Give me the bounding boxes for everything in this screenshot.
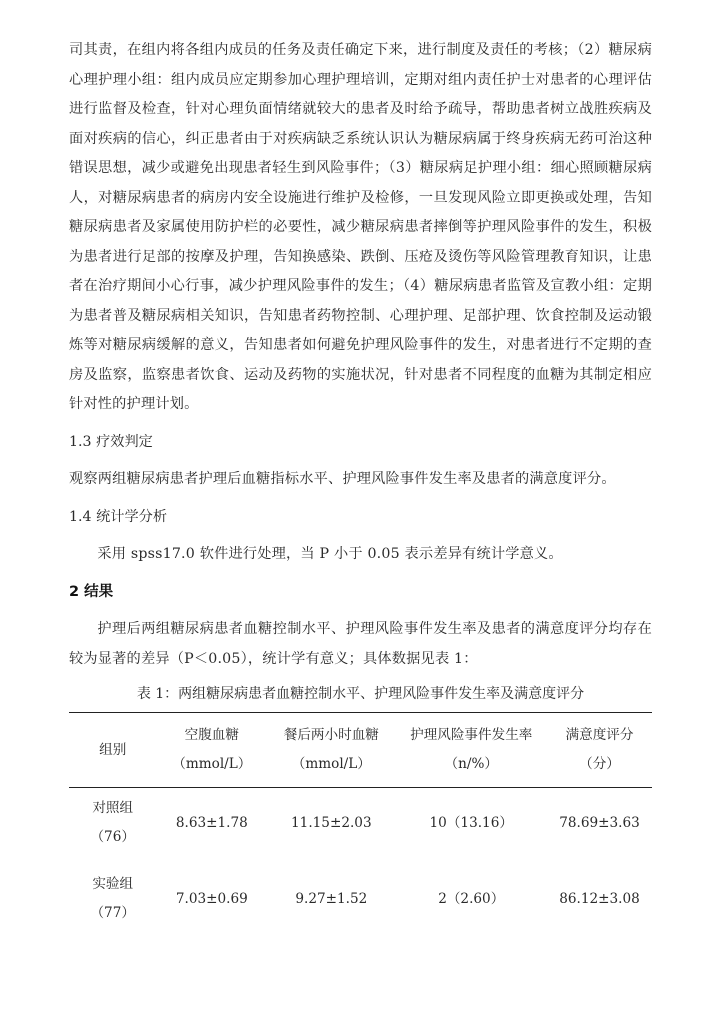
table-header-row bbox=[69, 713, 652, 788]
cell-risk-rate: 2（2.60） bbox=[438, 890, 505, 907]
header-group: 组别 bbox=[99, 741, 127, 758]
cell-satisfaction: 78.69±3.63 bbox=[559, 814, 640, 831]
results-table bbox=[69, 712, 652, 942]
section-body-1-3: 观察两组糖尿病患者护理后血糖指标水平、护理风险事件发生率及患者的满意度评分。 bbox=[69, 471, 616, 487]
cell-fasting: 7.03±0.69 bbox=[175, 890, 248, 907]
spacer bbox=[69, 420, 652, 428]
spacer bbox=[69, 457, 652, 465]
spacer bbox=[69, 532, 652, 540]
document-page bbox=[69, 36, 652, 942]
cell-fasting: 8.63±1.78 bbox=[175, 814, 248, 831]
cell-postprandial: 9.27±1.52 bbox=[295, 890, 368, 907]
spacer bbox=[69, 570, 652, 578]
cell-group: 对照组 （76） bbox=[90, 800, 135, 845]
table-row bbox=[69, 788, 652, 867]
header-satisfaction: 满意度评分 （分） bbox=[565, 727, 634, 772]
header-risk-event-rate: 护理风险事件发生率 （n/%） bbox=[410, 727, 533, 772]
section-heading-2: 2 结果 bbox=[69, 583, 114, 600]
spacer bbox=[69, 607, 652, 615]
header-fasting-glucose: 空腹血糖 （mmol/L） bbox=[172, 727, 252, 772]
section-body-2: 护理后两组糖尿病患者血糖控制水平、护理风险事件发生率及患者的满意度评分均存在较为显著的差异（P＜0.05），统计学有意义；具体数据见表 1： bbox=[69, 621, 652, 667]
cell-postprandial: 11.15±2.03 bbox=[291, 814, 372, 831]
section-body-1-4: 采用 spss17.0 软件进行处理，当 P 小于 0.05 表示差异有统计学意义。 bbox=[97, 546, 563, 562]
table-caption: 表 1：两组糖尿病患者血糖控制水平、护理风险事件发生率及满意度评分 bbox=[136, 686, 585, 702]
spacer bbox=[69, 495, 652, 503]
section-heading-1-4: 1.4 统计学分析 bbox=[69, 508, 168, 525]
cell-risk-rate: 10（13.16） bbox=[429, 814, 513, 831]
cell-group: 实验组 （77） bbox=[90, 876, 135, 921]
cell-satisfaction: 86.12±3.08 bbox=[559, 890, 640, 907]
table-row bbox=[69, 866, 652, 942]
section-heading-1-3: 1.3 疗效判定 bbox=[69, 433, 153, 450]
continuation-paragraph: 司其责，在组内将各组内成员的任务及责任确定下来，进行制度及责任的考核；（2）糖尿病心理护理小组：组内成员应定期参加心理护理培训，定期对组内责任护士对患者的心理评估进行监督及检查，针对心理负面情绪就较大的患者及时给予疏导，帮助患者树立战胜疾病及面对疾病的信心，纠正患者由于对疾病缺乏系统认识认为糖尿病属于终身疾病无药可治这种错误思想，减少或避免出现患者轻生到风险事件；（3）糖尿病足护理小组：细心照顾糖尿病人，对糖尿病患者的病房内安全设施进行维护及检修，一旦发现风险立即更换或处理，告知糖尿病患者及家属使用防护栏的必要性，减少糖尿病患者摔倒等护理风险事件的发生，积极为患者进行足部的按摩及护理，告知换感染、跌倒、压疮及烫伤等风险管理教育知识，让患者在治疗期间小心行事，减少护理风险事件的发生；（4）糖尿病患者监管及宣教小组：定期为患者普及糖尿病相关知识，告知患者药物控制、心理护理、足部护理、饮食控制及运动锻炼等对糖尿病缓解的意义，告知患者如何避免护理风险事件的发生，对患者进行不定期的查房及监察，监察患者饮食、运动及药物的实施状况，针对患者不同程度的血糖为其制定相应针对性的护理计划。 bbox=[69, 42, 652, 412]
header-postprandial-glucose: 餐后两小时血糖 （mmol/L） bbox=[283, 727, 379, 772]
